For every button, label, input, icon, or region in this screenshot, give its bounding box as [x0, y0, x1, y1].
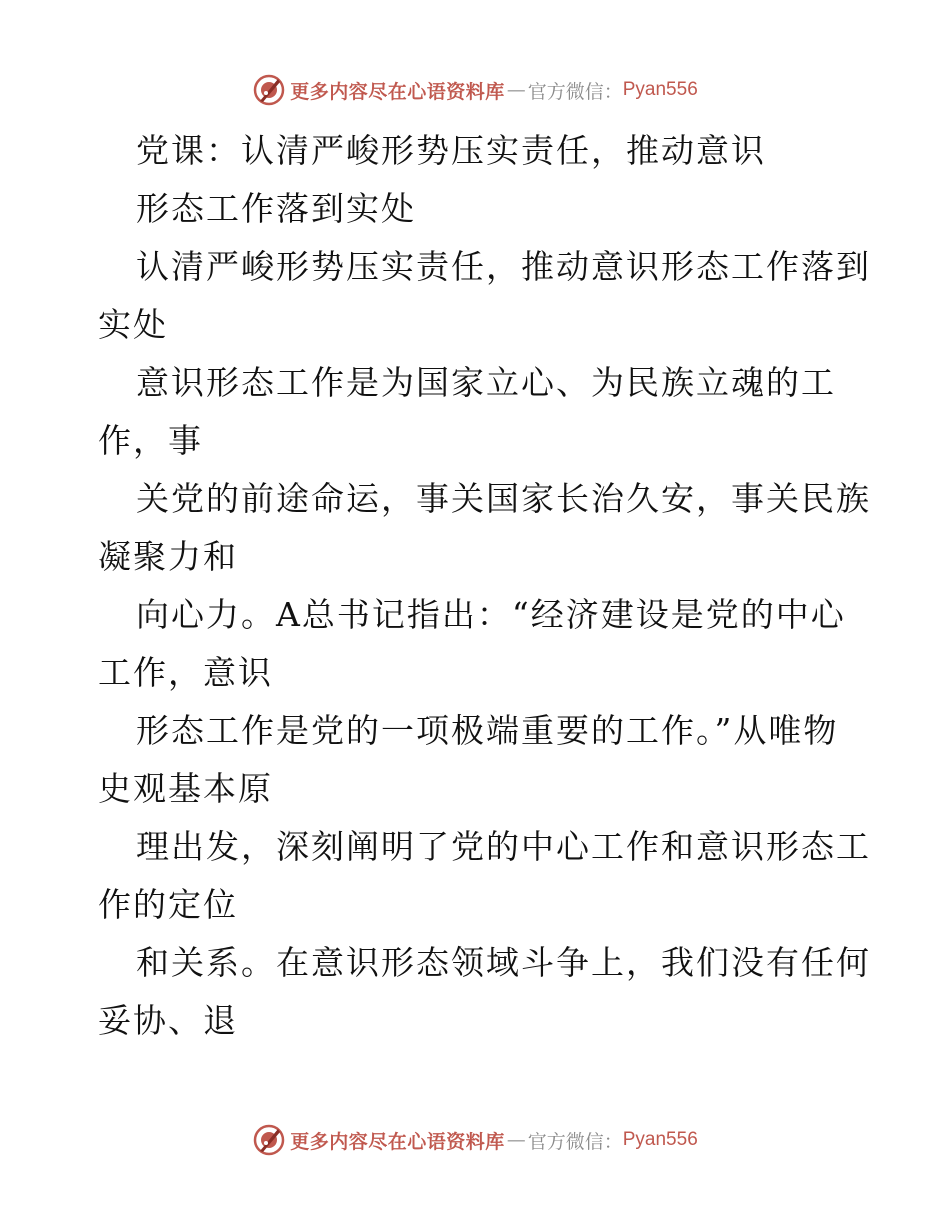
text-line: 实处 — [98, 305, 168, 344]
banner-site-name: 更多内容尽在心语资料库 — [290, 80, 505, 103]
text-line: 意识形态工作是为国家立心、为民族立魂的工 — [136, 363, 836, 402]
text-line: 和关系。在意识形态领域斗争上，我们没有任何 — [136, 943, 871, 982]
text-line: 党课：认清严峻形势压实责任，推动意识 — [136, 131, 766, 170]
banner-wechat-id: Pyan556 — [622, 1129, 698, 1150]
text-line: 史观基本原 — [98, 769, 273, 808]
text-line: 作的定位 — [98, 885, 238, 924]
text-line: 凝聚力和 — [98, 537, 238, 576]
text-line: 形态工作是党的一项极端重要的工作。”从唯物 — [136, 711, 839, 750]
banner-wechat-id: Pyan556 — [622, 79, 698, 100]
text-line: 向心力。A总书记指出：“经济建设是党的中心 — [136, 595, 846, 634]
text-line: 关党的前途命运，事关国家长治久安，事关民族 — [136, 479, 871, 518]
banner-wechat-label: 官方微信： — [527, 1130, 623, 1153]
text-line: 认清严峻形势压实责任，推动意识形态工作落到 — [136, 247, 871, 286]
header-banner — [0, 70, 950, 110]
text-line: 妥协、退 — [98, 1001, 238, 1040]
document-body — [98, 122, 871, 1050]
banner-dash: — — [506, 79, 526, 101]
footer-banner — [0, 1120, 950, 1160]
banner-wechat-label: 官方微信： — [527, 80, 623, 103]
text-line: 工作，意识 — [98, 653, 273, 692]
banner-dash: — — [506, 1129, 526, 1151]
text-line: 理出发，深刻阐明了党的中心工作和意识形态工 — [136, 827, 871, 866]
quill-logo-icon — [252, 1123, 286, 1157]
quill-logo-icon — [252, 73, 286, 107]
text-line: 形态工作落到实处 — [136, 189, 416, 228]
banner-site-name: 更多内容尽在心语资料库 — [290, 1130, 505, 1153]
text-line: 作，事 — [98, 421, 203, 460]
